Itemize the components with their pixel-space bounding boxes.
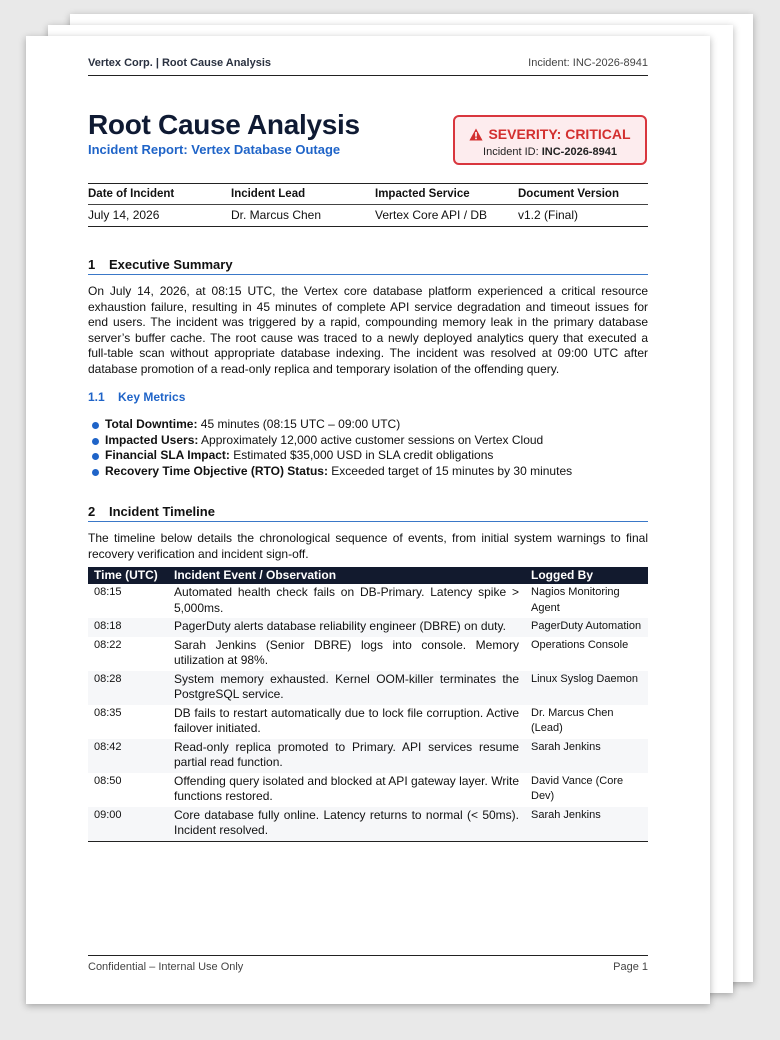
- section-title: Executive Summary: [109, 257, 233, 272]
- subsection-number: 1.1: [88, 390, 105, 404]
- metric-text: Estimated $35,000 USD in SLA credit obligations: [229, 448, 494, 463]
- meta-header-lead: Incident Lead: [231, 184, 375, 205]
- bullet-icon: [92, 453, 99, 460]
- timeline-intro-text: The timeline below details the chronological sequence of events, from initial system warnings to final recovery verification and incident sign-off.: [88, 531, 648, 561]
- bullet-icon: [92, 422, 99, 429]
- meta-value-lead: Dr. Marcus Chen: [231, 205, 375, 227]
- timeline-time: 08:22: [94, 638, 122, 651]
- metric-text: Approximately 12,000 active customer sessions on Vertex Cloud: [198, 432, 544, 447]
- timeline-header-event: Incident Event / Observation: [174, 567, 525, 584]
- meta-value-service: Vertex Core API / DB: [375, 205, 518, 227]
- meta-value-date: July 14, 2026: [88, 205, 231, 227]
- timeline-event: Read-only replica promoted to Primary. API services resume partial read function.: [174, 739, 519, 769]
- incident-id-value: INC-2026-8941: [541, 146, 617, 158]
- table-row: [88, 618, 648, 637]
- timeline-time: 08:28: [94, 672, 122, 685]
- timeline-time: 08:50: [94, 774, 122, 787]
- incident-id-prefix: Incident ID:: [483, 146, 539, 158]
- meta-header-version: Document Version: [518, 184, 648, 205]
- subsection-title: Key Metrics: [118, 390, 186, 404]
- warning-triangle-icon: [469, 128, 483, 141]
- list-item: [88, 417, 648, 433]
- bullet-icon: [92, 438, 99, 445]
- metric-label: Total Downtime:: [105, 417, 198, 431]
- header-left: Vertex Corp. | Root Cause Analysis: [88, 57, 272, 69]
- timeline-logged-by: Operations Console: [531, 638, 629, 651]
- section-heading-executive-summary: [88, 257, 648, 275]
- timeline-event: PagerDuty alerts database reliability engineer (DBRE) on duty.: [174, 619, 506, 633]
- meta-value-version: v1.2 (Final): [518, 205, 648, 227]
- timeline-event: Automated health check fails on DB-Primary. Latency spike > 5,000ms.: [174, 585, 519, 615]
- section-heading-incident-timeline: [88, 504, 648, 522]
- severity-label: SEVERITY: CRITICAL: [488, 126, 631, 142]
- incident-id-line: [455, 146, 645, 158]
- metric-label: Impacted Users:: [105, 432, 199, 447]
- timeline-event: Sarah Jenkins (Senior DBRE) logs into console. Memory utilization at 98%.: [174, 637, 519, 667]
- timeline-event: Core database fully online. Latency returns to normal (< 50ms). Incident resolved.: [174, 807, 525, 842]
- timeline-event: Offending query isolated and blocked at API gateway layer. Write functions restored.: [174, 773, 519, 803]
- timeline-logged-by: Linux Syslog Daemon: [531, 672, 639, 685]
- timeline-time: 08:42: [94, 740, 122, 753]
- timeline-logged-by: Nagios Monitoring Agent: [531, 586, 620, 614]
- timeline-header-logged-by: Logged By: [525, 567, 648, 584]
- table-row: [88, 705, 648, 739]
- timeline-logged-by: PagerDuty Automation: [531, 620, 642, 632]
- running-footer: [88, 955, 648, 973]
- timeline-event: System memory exhausted. Kernel OOM-killer terminates the PostgreSQL service.: [174, 671, 519, 701]
- section-title: Incident Timeline: [109, 504, 215, 519]
- table-row: [88, 807, 648, 842]
- page-number: Page 1: [613, 961, 648, 973]
- timeline-time: 08:15: [94, 586, 122, 598]
- list-item: [88, 448, 648, 464]
- list-item: [88, 433, 648, 449]
- timeline-header-time: Time (UTC): [88, 567, 174, 584]
- meta-header-date: Date of Incident: [88, 184, 231, 205]
- metric-text: 45 minutes (08:15 UTC – 09:00 UTC): [197, 417, 401, 431]
- table-row: [88, 739, 648, 773]
- section-number: 1: [88, 257, 96, 272]
- subsection-heading-key-metrics: [88, 390, 185, 404]
- timeline-time: 08:35: [94, 706, 122, 719]
- incident-timeline-table: [88, 567, 648, 842]
- page-title: Root Cause Analysis: [88, 109, 360, 140]
- timeline-logged-by: Sarah Jenkins: [525, 807, 648, 842]
- timeline-time: 09:00: [88, 807, 174, 842]
- executive-summary-text: On July 14, 2026, at 08:15 UTC, the Vertex core database platform experienced a critical resource exhaustion failure, resulting in 45 minutes of complete API service degradation and timeout issues for end users. The incident was triggered by a rapid, compounding memory leak in the primary database server’s buffer cache. The root cause was traced to a newly deployed analytics query that executed a full-table scan without appropriate database indexing. The incident was resolved at 09:00 UTC after database promotion of a read-only replica and temporary isolation of the offending query.: [88, 284, 648, 376]
- title-block: [88, 108, 360, 157]
- key-metrics-list: [88, 417, 648, 479]
- table-row: [88, 671, 648, 705]
- timeline-time: 08:18: [94, 620, 122, 632]
- table-row: [88, 584, 648, 618]
- severity-badge: [453, 115, 647, 165]
- severity-line: [455, 126, 645, 142]
- page-content: [88, 36, 648, 1004]
- document-page: [26, 36, 710, 1004]
- bullet-icon: [92, 469, 99, 476]
- running-header: [88, 57, 648, 76]
- metric-label: Recovery Time Objective (RTO) Status:: [105, 463, 328, 478]
- footer-confidential: Confidential – Internal Use Only: [88, 961, 244, 973]
- timeline-logged-by: Sarah Jenkins: [531, 740, 601, 753]
- metric-text: Exceeded target of 15 minutes by 30 minutes: [327, 463, 573, 478]
- page-subtitle: Incident Report: Vertex Database Outage: [88, 142, 341, 157]
- timeline-event: DB fails to restart automatically due to lock file corruption. Active failover initiated.: [174, 705, 519, 735]
- table-row: [88, 773, 648, 807]
- timeline-logged-by: David Vance (Core Dev): [531, 774, 624, 802]
- section-number: 2: [88, 504, 96, 519]
- table-row: [88, 637, 648, 671]
- meta-header-service: Impacted Service: [375, 184, 518, 205]
- incident-meta-table: [88, 183, 648, 227]
- list-item: [88, 464, 648, 480]
- timeline-logged-by: Dr. Marcus Chen (Lead): [531, 706, 614, 734]
- header-right: Incident: INC-2026-8941: [528, 57, 648, 69]
- metric-label: Financial SLA Impact:: [105, 448, 230, 463]
